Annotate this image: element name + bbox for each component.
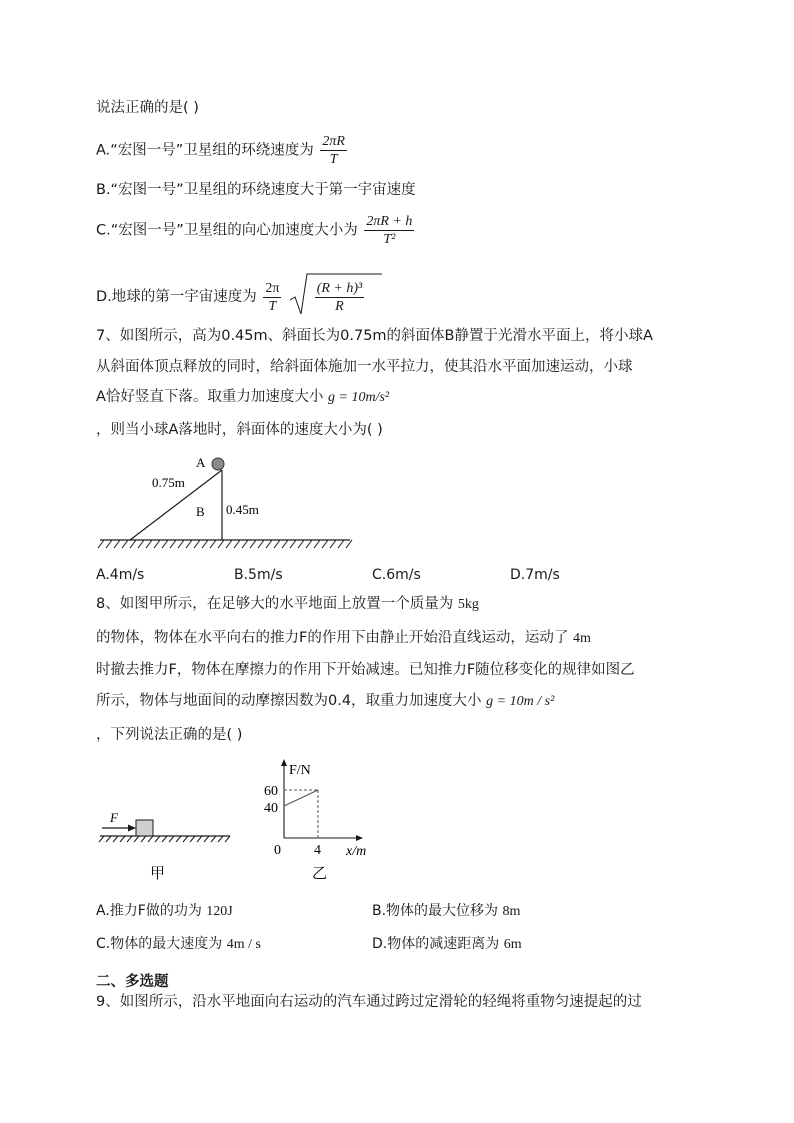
q8-g-value: g = 10m / s² (486, 694, 555, 709)
q8-line-2 (96, 628, 591, 649)
q8-option-a-value: 120J (206, 904, 233, 919)
q8-option-a (96, 901, 233, 922)
label-b: B (196, 504, 205, 519)
arrow-head-icon (128, 825, 136, 832)
q8-option-d-text: D.物体的减速距离为 (372, 936, 500, 952)
caption-yi: 乙 (312, 864, 328, 882)
q8-line-1-text: 8、如图甲所示，在足够大的水平地面上放置一个质量为 (96, 596, 454, 612)
q8-option-a-text: A.推力F做的功为 (96, 903, 202, 919)
ball-a (212, 458, 224, 470)
q7-g-value: g = 10m/s² (328, 390, 390, 405)
q7-line-1: 7、如图所示，高为0.45m、斜面长为0.75m的斜面体B静置于光滑水平面上，将小球A (96, 328, 653, 344)
q8-line-4 (96, 691, 554, 712)
q7-option-a: A.4m/s (96, 567, 145, 583)
fraction-numerator: 2πR (322, 134, 345, 149)
q6-option-d-radicand (315, 280, 365, 315)
q8-option-d (372, 934, 522, 955)
y-axis-label: F/N (289, 763, 311, 778)
fraction-numerator: (R + h)³ (316, 280, 363, 296)
q8-option-c-text: C.物体的最大速度为 (96, 936, 223, 952)
origin-label: 0 (274, 843, 281, 858)
q6-option-a-text: A.“宏图一号”卫星组的环绕速度为 (96, 142, 314, 159)
q8-mass: 5kg (457, 597, 479, 612)
q8-line-4-text: 所示，物体与地面间的动摩擦因数为0.4，取重力加速度大小 (96, 693, 482, 709)
q8-option-b-text: B.物体的最大位移为 (372, 903, 499, 919)
fraction-denominator: T (268, 298, 277, 314)
q6-option-c-text: C.“宏图一号”卫星组的向心加速度大小为 (96, 222, 358, 239)
force-line (284, 790, 318, 806)
q7-line-3 (96, 387, 389, 408)
x-axis-arrow-icon (356, 835, 363, 841)
label-slope-length: 0.75m (152, 475, 185, 490)
q8-option-d-value: 6m (503, 937, 522, 952)
q8-line-2-text: 的物体，物体在水平向右的推力F的作用下由静止开始沿直线运动，运动了 (96, 630, 569, 646)
q6-option-d-coef (263, 280, 281, 315)
fraction-numerator: 2πR + h (366, 214, 413, 229)
q6-option-c (96, 213, 416, 248)
q6-option-d (96, 270, 366, 324)
q6-option-a-fraction (320, 133, 347, 168)
q8-option-c (96, 934, 261, 955)
fraction-denominator: T (329, 152, 338, 167)
q8-figure-yi (256, 756, 386, 884)
q6-stem-tail: 说法正确的是( ) (96, 100, 199, 116)
q8-option-c-value: 4m / s (226, 937, 261, 952)
q7-option-b: B.5m/s (234, 567, 283, 583)
label-height: 0.45m (226, 502, 259, 517)
q7-option-c: C.6m/s (372, 567, 421, 583)
x-axis-label: x/m (346, 844, 367, 859)
q7-line-2: 从斜面体顶点释放的同时，给斜面体施加一水平拉力，使其沿水平面加速运动，小球 (96, 359, 633, 375)
q8-figure-jia (96, 806, 236, 888)
q6-option-c-fraction (364, 213, 414, 248)
label-a: A (196, 455, 206, 470)
force-label: F (110, 810, 118, 825)
y-tick-40: 40 (264, 801, 278, 816)
section-heading-multi-choice: 二、多选题 (96, 974, 169, 990)
q8-line-5: ，下列说法正确的是( ) (96, 727, 243, 743)
q8-line-1 (96, 594, 479, 615)
block (136, 820, 153, 836)
caption-jia: 甲 (150, 864, 166, 882)
q9-line-1: 9、如图所示，沿水平地面向右运动的汽车通过跨过定滑轮的轻绳将重物匀速提起的过 (96, 994, 642, 1010)
fraction-numerator: 2π (265, 280, 280, 296)
q8-option-b (372, 901, 520, 922)
q7-option-d: D.7m/s (510, 567, 560, 583)
fraction-denominator: T² (383, 232, 396, 247)
q8-option-b-value: 8m (502, 904, 521, 919)
y-axis-arrow-icon (281, 759, 287, 766)
q7-incline-diagram (96, 450, 356, 554)
q8-distance: 4m (572, 631, 591, 646)
y-tick-60: 60 (264, 784, 278, 799)
q8-line-3: 时撤去推力F，物体在摩擦力的作用下开始减速。已知推力F随位移变化的规律如图乙 (96, 662, 635, 678)
q7-line-4: ，则当小球A落地时，斜面体的速度大小为( ) (96, 422, 383, 438)
q6-option-a (96, 133, 349, 168)
q6-option-b: B.“宏图一号”卫星组的环绕速度大于第一宇宙速度 (96, 182, 416, 198)
q6-option-d-text: D.地球的第一宇宙速度为 (96, 289, 257, 305)
ground-hatching (99, 836, 230, 842)
ground-hatching (98, 540, 352, 548)
q7-line-3-text: A恰好竖直下落。取重力加速度大小 (96, 389, 324, 405)
x-tick-4: 4 (314, 843, 321, 858)
fraction-denominator: R (335, 298, 344, 314)
